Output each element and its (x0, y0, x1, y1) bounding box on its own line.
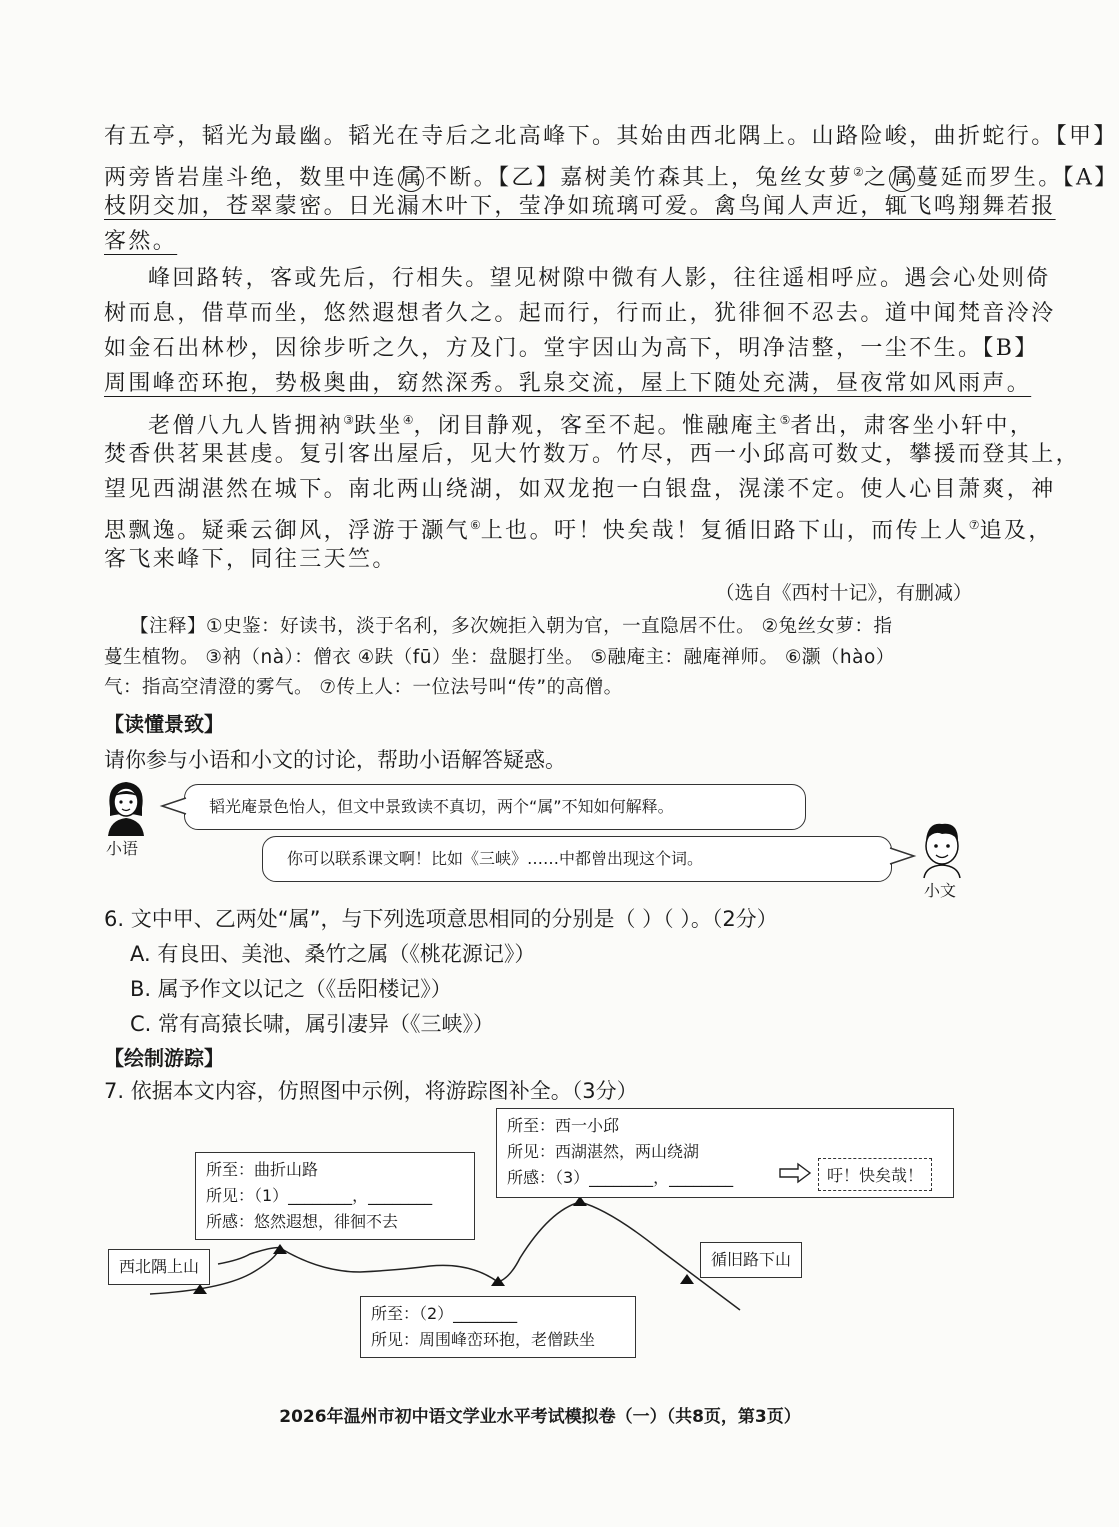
stop-box-3: 所至：西一小邱 所见：西湖湛然，两山绕湖 所感：（3）________，________ (496, 1108, 954, 1198)
bubble-tail-icon (888, 846, 916, 866)
bubble-tail-icon (160, 796, 188, 816)
route-end-box: 循旧路下山 (700, 1242, 802, 1278)
section-title: 【绘制游踪】 (104, 1046, 224, 1070)
passage-line: 望见西湖湛然在城下。南北两山绕湖，如双龙抱一白银盘，滉漾不定。使人心目萧爽，神 (104, 477, 1056, 502)
passage-line-underlined: 客然。 (104, 229, 178, 254)
section-title: 【读懂景致】 (104, 712, 224, 736)
girl-avatar-icon (102, 778, 150, 836)
question-stem: 7. 依据本文内容，仿照图中示例，将游踪图补全。（3分） (104, 1079, 638, 1103)
speaker-label: 小文 (924, 881, 957, 900)
passage-line-underlined: 周围峰峦环抱，势极奥曲，窈然深秀。乳泉交流，屋上下随处充满，昼夜常如风雨声。 (104, 371, 1032, 396)
passage-line: 客飞来峰下，同往三天竺。 (104, 547, 397, 572)
question-stem: 6. 文中甲、乙两处“属”，与下列选项意思相同的分别是（ ）（ ）。（2分） (104, 907, 778, 931)
passage-line: 焚香供茗果甚虔。复引客出屋后，见大竹数万。竹尽，西一小邱高可数丈，攀援而登其上， (104, 442, 1081, 467)
passage-line: 思飘逸。疑乘云御风，浮游于灏气⑥上也。吁！快矣哉！复循旧路下山，而传上人⑦追及， (104, 518, 1053, 544)
passage-line: 有五亭，韬光为最幽。韬光在寺后之北高峰下。其始由西北隅上。山路险峻，曲折蛇行。【甲】 (104, 124, 1118, 149)
speech-bubble: 你可以联系课文啊！比如《三峡》……中都曾出现这个词。 (262, 836, 892, 882)
speech-bubble: 韬光庵景色怡人，但文中景致读不真切，两个“属”不知如何解释。 (184, 784, 806, 830)
option-b: B. 属予作文以记之（《岳阳楼记》） (130, 977, 452, 1001)
source-citation: （选自《西村十记》，有删减） (715, 582, 972, 604)
route-start-box: 西北隅上山 (108, 1249, 210, 1285)
circled-char: 属 (399, 165, 422, 191)
passage-line: 老僧八九人皆拥衲③趺坐④，闭目静观，客至不起。惟融庵主⑤者出，肃客坐小轩中， (148, 413, 1035, 439)
stop-box-1: 所至：曲折山路 所见：（1）________，________ 所感：悠然遐想，徘徊不去 (195, 1152, 475, 1240)
option-a: A. 有良田、美池、桑竹之属（《桃花源记》） (130, 942, 536, 966)
passage-line-underlined: 枝阴交加，苍翠蒙密。日光漏木叶下，莹净如琉璃可爱。禽鸟闻人声近，辄飞鸣翔舞若报 (104, 194, 1056, 219)
passage-line: 如金石出林杪，因徐步听之久，方及门。堂宇因山为高下，明净洁整，一尘不生。【B】 (104, 336, 1039, 361)
stop-box-2: 所至：（2）________ 所见：周围峰峦环抱，老僧趺坐 (360, 1296, 636, 1358)
passage-line: 峰回路转，客或先后，行相失。望见树隙中微有人影，往往遥相呼应。遇会心处则倚 (148, 266, 1051, 291)
annotation-line: 【注释】①史鉴：好读书，淡于名利，多次婉拒入朝为官，一直隐居不仕。 ②兔丝女萝：指 (130, 616, 893, 637)
option-c: C. 常有高猿长啸，属引凄异（《三峡》） (130, 1012, 495, 1036)
passage-line: 树而息，借草而坐，悠然遐想者久之。起而行，行而止，犹徘徊不忍去。道中闻梵音泠泠 (104, 301, 1056, 326)
annotation-line: 蔓生植物。 ③衲（nà）：僧衣 ④趺（fū）坐：盘腿打坐。 ⑤融庵主：融庵禅师。 ⑥灏（hào） (104, 647, 895, 668)
boy-avatar-icon (916, 818, 968, 878)
section-prompt: 请你参与小语和小文的讨论，帮助小语解答疑惑。 (104, 748, 566, 772)
exclamation-box: 吁！快矣哉！ (818, 1158, 932, 1191)
circled-char: 属 (891, 165, 914, 191)
speaker-label: 小语 (106, 839, 139, 858)
arrow-right-icon (778, 1162, 812, 1184)
passage-line: 两旁皆岩崖斗绝，数里中连 属 不断。【乙】嘉树美竹森其上，兔丝女萝②之 属 蔓延而罗生。【A】 (104, 165, 1119, 191)
annotation-line: 气：指高空清澄的雾气。 ⑦传上人：一位法号叫“传”的高僧。 (104, 677, 623, 698)
page-footer: 2026年温州市初中语文学业水平考试模拟卷（一）（共8页，第3页） (279, 1407, 801, 1427)
